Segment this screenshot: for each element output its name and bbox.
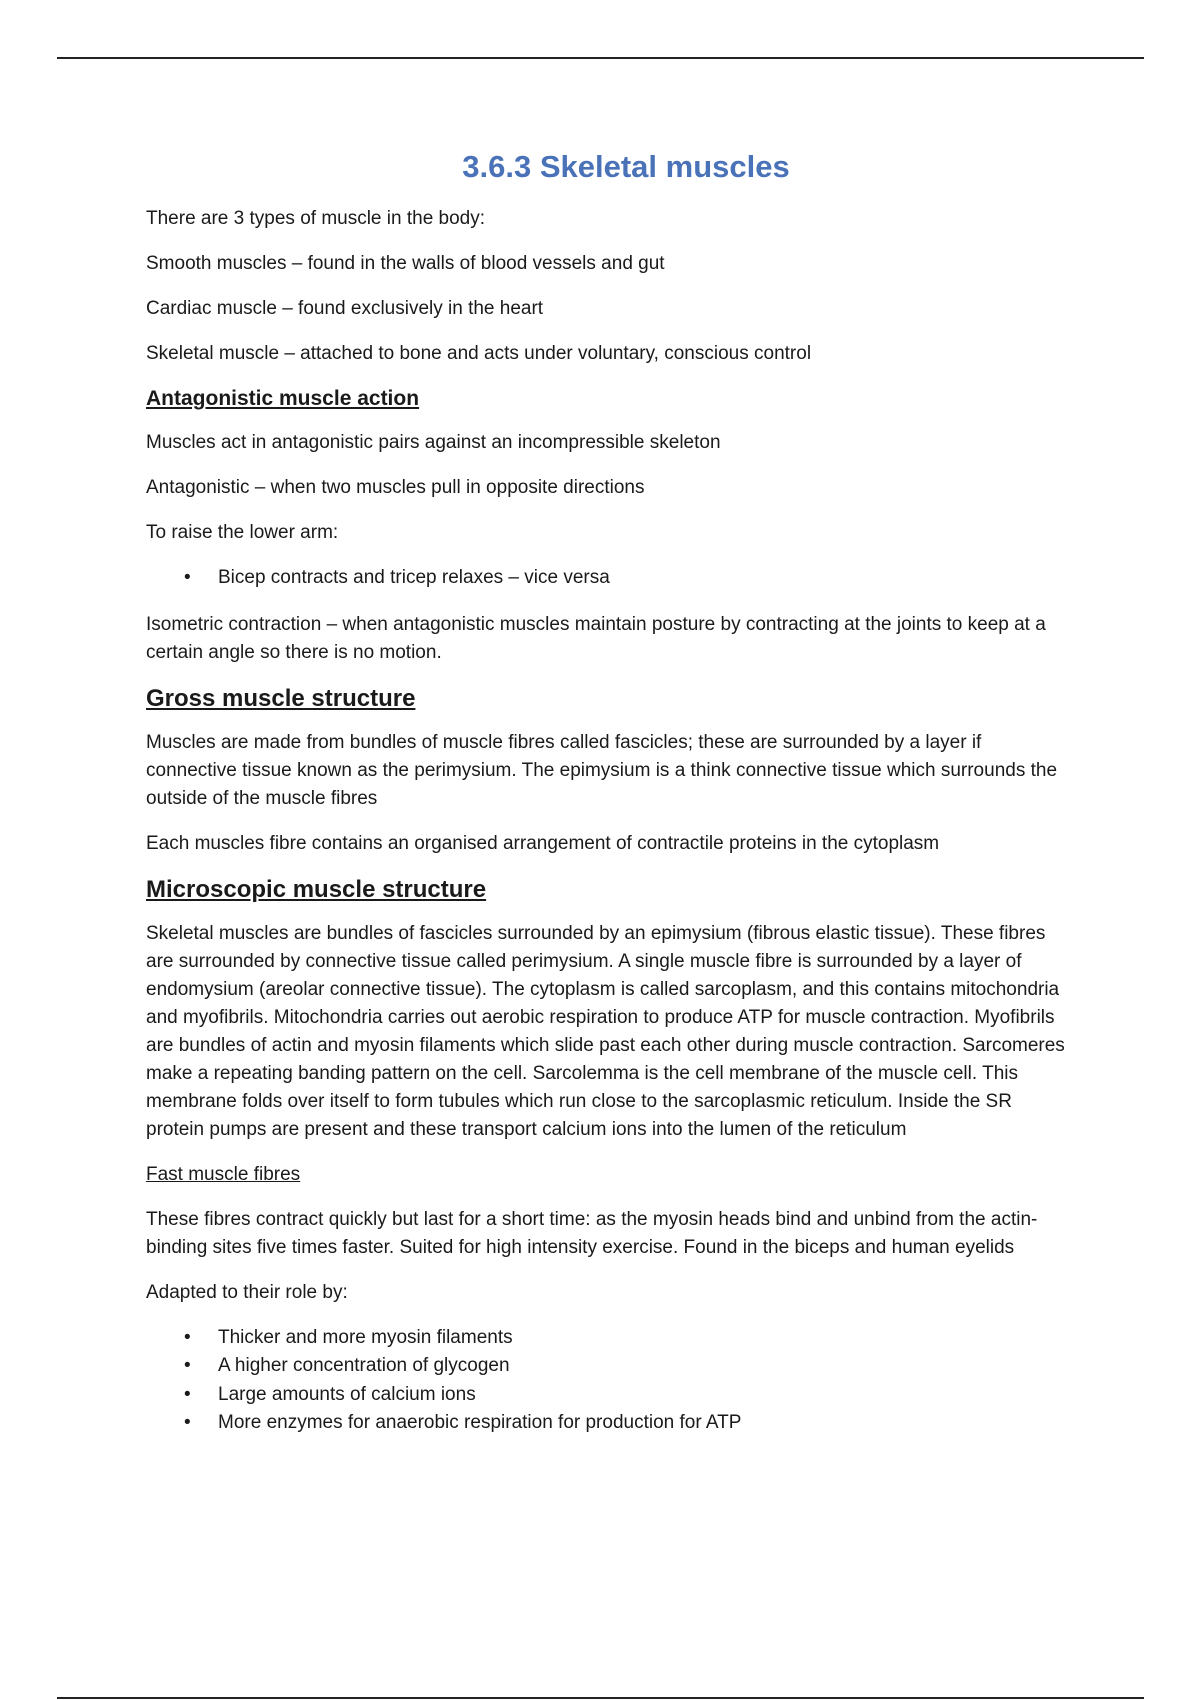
antagonistic-bullet-list xyxy=(146,564,1066,593)
list-item: • More enzymes for anaerobic respiration for production for ATP xyxy=(218,1409,1066,1438)
fast-paragraph-1: These fibres contract quickly but last for a short time: as the myosin heads bind and unbind from the actin-binding sites five times faster. Suited for high intensity exercise. Found in the biceps and human eyelids xyxy=(146,1208,1038,1258)
gross-paragraph-2: Each muscles fibre contains an organised arrangement of contractile proteins in the cytoplasm xyxy=(146,832,940,854)
document-page xyxy=(146,140,1066,1456)
subheading-fast-fibres: Fast muscle fibres xyxy=(146,1163,301,1185)
microscopic-paragraph-1: Skeletal muscles are bundles of fascicles surrounded by an epimysium (fibrous elastic tissue). These fibres are surrounded by connective tissue called perimysium. A single muscle fibre is surrounded by a layer of endomysium (areolar connective tissue). The cytoplasm is called sarcoplasm, and this contains mitochondria and myofibrils. Mitochondria carries out aerobic respiration to produce ATP for muscle contraction. Myofibrils are bundles of actin and myosin filaments which slide past each other during muscle contraction. Sarcomeres make a repeating banding pattern on the cell. Sarcolemma is the cell membrane of the muscle cell. This membrane folds over itself to form tubules which run close to the sarcoplasmic reticulum. Inside the SR protein pumps are present and these transport calcium ions into the lumen of the reticulum xyxy=(146,922,1065,1140)
list-item: • Bicep contracts and tricep relaxes – vice versa xyxy=(218,564,1066,593)
intro-paragraph-3: Cardiac muscle – found exclusively in the heart xyxy=(146,298,544,319)
fast-paragraph-2: Adapted to their role by: xyxy=(146,1281,348,1303)
intro-paragraph-2: Smooth muscles – found in the walls of blood vessels and gut xyxy=(146,253,665,274)
intro-paragraph-4: Skeletal muscle – attached to bone and acts under voluntary, conscious control xyxy=(146,343,812,364)
page-title: 3.6.3 Skeletal muscles xyxy=(462,149,790,184)
list-item: • Thicker and more myosin filaments xyxy=(218,1324,1066,1353)
section-heading-microscopic: Microscopic muscle structure xyxy=(146,875,487,903)
antagonistic-paragraph-1: Muscles act in antagonistic pairs against an incompressible skeleton xyxy=(146,432,721,453)
antagonistic-paragraph-2: Antagonistic – when two muscles pull in opposite directions xyxy=(146,477,645,498)
antagonistic-paragraph-3: To raise the lower arm: xyxy=(146,522,339,543)
header-rule xyxy=(57,57,1144,59)
list-item: • Large amounts of calcium ions xyxy=(218,1381,1066,1410)
footer-rule xyxy=(57,1697,1144,1699)
section-heading-gross: Gross muscle structure xyxy=(146,684,416,712)
fast-bullet-list xyxy=(146,1324,1066,1438)
section-heading-antagonistic: Antagonistic muscle action xyxy=(146,387,420,410)
list-item: • A higher concentration of glycogen xyxy=(218,1352,1066,1381)
intro-paragraph-1: There are 3 types of muscle in the body: xyxy=(146,208,486,229)
gross-paragraph-1: Muscles are made from bundles of muscle fibres called fascicles; these are surrounded by a layer if connective tissue known as the perimysium. The epimysium is a think connective tissue which surrounds the outside of the muscle fibres xyxy=(146,731,1058,809)
antagonistic-paragraph-4: Isometric contraction – when antagonistic muscles maintain posture by contracting at the joints to keep at a certain angle so there is no motion. xyxy=(146,613,1046,663)
